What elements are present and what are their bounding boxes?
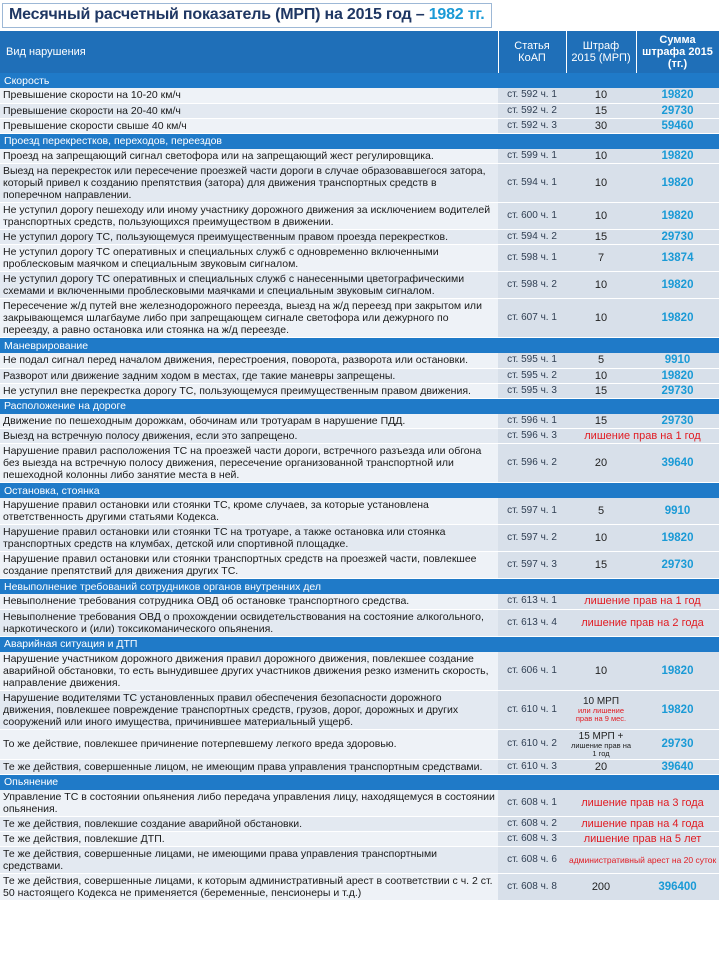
violation-text: Разворот или движение задним ходом в местах, где такие маневры запрещены. [0, 368, 498, 383]
violation-text: Нарушение правил остановки или стоянки ТС, кроме случаев, за которые установлена ответственность другими статьями Кодекса. [0, 498, 498, 525]
violation-text: Нарушение правил остановки или стоянки ТС на тротуаре, а также остановка или стоянка транспортных средств на клумбах, детской или спортивной площадке. [0, 525, 498, 552]
table-row [0, 245, 719, 272]
article-cell: ст. 597 ч. 3 [498, 552, 566, 579]
table-row [0, 383, 719, 398]
section-title: Расположение на дороге [0, 398, 719, 414]
violation-text: Управление ТС в состоянии опьянения либо передача управления лицу, находящемуся в состоянии опьянения. [0, 790, 498, 817]
article-cell: ст. 608 ч. 8 [498, 873, 566, 900]
violation-text: Нарушение правил расположения ТС на проезжей части дороги, встречного разъезда или обгона без выезда на встречную полосу движения, пересечение организованной транспортной или пешеходной колонны либо занятие места в ней. [0, 444, 498, 483]
table-row [0, 203, 719, 230]
section-header [0, 73, 719, 88]
table-row [0, 831, 719, 846]
penalty-deprivation: лишение прав на 5 лет [566, 831, 719, 846]
sum-cell: 39640 [636, 444, 719, 483]
table-row [0, 164, 719, 203]
violation-text: Нарушение правил остановки или стоянки транспортных средств на проезжей части, повлекшее создание препятствий для движения других ТС. [0, 552, 498, 579]
article-cell: ст. 595 ч. 3 [498, 383, 566, 398]
article-cell: ст. 598 ч. 2 [498, 272, 566, 299]
article-cell: ст. 596 ч. 1 [498, 414, 566, 429]
penalty-deprivation: лишение прав на 2 года [566, 609, 719, 636]
penalty-deprivation: лишение прав на 1 год [566, 429, 719, 444]
article-cell: ст. 592 ч. 1 [498, 88, 566, 103]
violation-text: Выезд на встречную полосу движения, если это запрещено. [0, 429, 498, 444]
article-cell: ст. 594 ч. 2 [498, 230, 566, 245]
violation-text: Движение по пешеходным дорожкам, обочинам или тротуарам в нарушение ПДД. [0, 414, 498, 429]
section-header [0, 398, 719, 414]
section-title: Проезд перекрестков, переходов, переездов [0, 133, 719, 149]
violation-text: Не подал сигнал перед началом движения, перестроения, поворота, разворота или остановки. [0, 353, 498, 368]
header-fine: Штраф 2015 (МРП) [566, 31, 636, 73]
table-row [0, 118, 719, 133]
violation-text: Не уступил дорогу ТС оперативных и специальных служб с нанесенными цветографическими схемами и включенными проблесковыми маячками и специальным звуковым сигналом. [0, 272, 498, 299]
section-title: Аварийная ситуация и ДТП [0, 636, 719, 652]
sum-cell: 59460 [636, 118, 719, 133]
fine-cell: 10 [566, 164, 636, 203]
page-title [2, 3, 492, 28]
fine-cell: 10 [566, 88, 636, 103]
penalty-deprivation: лишение прав на 1 год [566, 594, 719, 609]
violation-text: Те же действия, повлекшие ДТП. [0, 831, 498, 846]
table-row [0, 759, 719, 774]
table-row [0, 103, 719, 118]
sum-cell: 29730 [636, 552, 719, 579]
fine-cell: 10 [566, 203, 636, 230]
article-cell: ст. 597 ч. 1 [498, 498, 566, 525]
fine-main: 15 МРП + [578, 730, 624, 742]
fine-main: 10 МРП [582, 696, 620, 707]
section-header [0, 483, 719, 499]
article-cell: ст. 608 ч. 1 [498, 790, 566, 817]
violation-text: То же действие, повлекшее причинение потерпевшему легкого вреда здоровью. [0, 729, 498, 759]
fine-cell: 10 [566, 525, 636, 552]
article-cell: ст. 610 ч. 2 [498, 729, 566, 759]
fine-cell: 15 [566, 103, 636, 118]
sum-cell: 39640 [636, 759, 719, 774]
table-row [0, 88, 719, 103]
header-article: Статья КоАП [498, 31, 566, 73]
section-title: Скорость [0, 73, 719, 88]
fine-cell: 5 [566, 353, 636, 368]
table-row [0, 353, 719, 368]
sum-cell: 19820 [636, 149, 719, 164]
title-bar [0, 0, 719, 31]
sum-cell: 19820 [636, 652, 719, 691]
table-row [0, 609, 719, 636]
sum-cell: 13874 [636, 245, 719, 272]
header-violation: Вид нарушения [0, 31, 498, 73]
article-cell: ст. 610 ч. 3 [498, 759, 566, 774]
article-cell: ст. 608 ч. 2 [498, 816, 566, 831]
sum-cell: 9910 [636, 498, 719, 525]
article-cell: ст. 606 ч. 1 [498, 652, 566, 691]
fine-cell: 10 [566, 272, 636, 299]
violation-text: Превышение скорости свыше 40 км/ч [0, 118, 498, 133]
section-header [0, 774, 719, 790]
violation-text: Те же действия, повлекшие создание аварийной обстановки. [0, 816, 498, 831]
violation-text: Невыполнение требования ОВД о прохождении освидетельствования на состояние алкогольного, наркотического и (или) токсикоманического опьянения. [0, 609, 498, 636]
sum-cell: 396400 [636, 873, 719, 900]
article-cell: ст. 596 ч. 3 [498, 429, 566, 444]
sum-cell: 29730 [636, 383, 719, 398]
penalty-deprivation: лишение прав на 3 года [566, 790, 719, 817]
section-header [0, 636, 719, 652]
fine-note: лишение прав на 1 год [570, 740, 632, 758]
section-header [0, 579, 719, 595]
violation-text: Пересечение ж/д путей вне железнодорожного переезда, выезд на ж/д переезд при закрытом или закрывающемся шлагбауме либо при запрещающем сигнале светофора или дежурного по переезду, а равно остановка или стоянка на ж/д переезде. [0, 299, 498, 338]
fines-table [0, 31, 719, 901]
fine-cell: 10 [566, 368, 636, 383]
article-cell: ст. 613 ч. 4 [498, 609, 566, 636]
sum-cell: 19820 [636, 88, 719, 103]
violation-text: Не уступил дорогу ТС оперативных и специальных служб с одновременно включенными проблесковым маячком и специальным звуковым сигналом. [0, 245, 498, 272]
table-row [0, 525, 719, 552]
article-cell: ст. 608 ч. 6 [498, 846, 566, 873]
table-row [0, 816, 719, 831]
article-cell: ст. 608 ч. 3 [498, 831, 566, 846]
sum-cell: 19820 [636, 164, 719, 203]
fine-cell: 15 [566, 414, 636, 429]
section-title: Невыполнение требований сотрудников органов внутренних дел [0, 579, 719, 595]
fine-cell [566, 729, 636, 759]
table-row [0, 552, 719, 579]
violation-text: Не уступил дорогу пешеходу или иному участнику дорожного движения за исключением водителей транспортных средств, пользующихся преимуществом в движении. [0, 203, 498, 230]
violation-text: Те же действия, совершенные лицами, к которым административный арест в соответствии с ч. 2 ст. 50 настоящего Кодекса не применяется (беременные, пенсионеры и т.д.) [0, 873, 498, 900]
sum-cell: 29730 [636, 230, 719, 245]
table-row [0, 873, 719, 900]
sum-cell: 9910 [636, 353, 719, 368]
article-cell: ст. 613 ч. 1 [498, 594, 566, 609]
fine-cell: 10 [566, 149, 636, 164]
table-row [0, 368, 719, 383]
violation-text: Невыполнение требования сотрудника ОВД об остановке транспортного средства. [0, 594, 498, 609]
title-text: Месячный расчетный показатель (МРП) на 2015 год – [9, 6, 429, 23]
violation-text: Не уступил дорогу ТС, пользующемуся преимущественным правом проезда перекрестков. [0, 230, 498, 245]
fine-cell: 20 [566, 444, 636, 483]
table-row [0, 444, 719, 483]
article-cell: ст. 592 ч. 3 [498, 118, 566, 133]
sum-cell: 29730 [636, 729, 719, 759]
sum-cell: 29730 [636, 103, 719, 118]
title-mrp-value: 1982 тг. [428, 6, 485, 23]
table-row [0, 729, 719, 759]
table-row [0, 414, 719, 429]
sum-cell: 29730 [636, 414, 719, 429]
article-cell: ст. 595 ч. 2 [498, 368, 566, 383]
sum-cell: 19820 [636, 368, 719, 383]
sum-cell: 19820 [636, 203, 719, 230]
sum-cell: 19820 [636, 299, 719, 338]
article-cell: ст. 599 ч. 1 [498, 149, 566, 164]
article-cell: ст. 592 ч. 2 [498, 103, 566, 118]
fine-note: или лишение прав на 9 мес. [575, 706, 627, 723]
header-sum: Сумма штрафа 2015 (тг.) [636, 31, 719, 73]
fine-cell: 15 [566, 552, 636, 579]
table-row [0, 790, 719, 817]
violation-text: Превышение скорости на 10-20 км/ч [0, 88, 498, 103]
table-row [0, 230, 719, 245]
section-title: Остановка, стоянка [0, 483, 719, 499]
sum-cell: 19820 [636, 690, 719, 729]
section-header [0, 338, 719, 354]
violation-text: Проезд на запрещающий сигнал светофора или на запрещающий жест регулировщика. [0, 149, 498, 164]
table-row [0, 498, 719, 525]
article-cell: ст. 597 ч. 2 [498, 525, 566, 552]
section-title: Опьянение [0, 774, 719, 790]
violation-text: Те же действия, совершенные лицами, не имеющими права управления транспортными средствами. [0, 846, 498, 873]
article-cell: ст. 598 ч. 1 [498, 245, 566, 272]
fine-cell: 20 [566, 759, 636, 774]
article-cell: ст. 595 ч. 1 [498, 353, 566, 368]
table-row [0, 272, 719, 299]
violation-text: Те же действия, совершенные лицом, не имеющим права управления транспортным средствами. [0, 759, 498, 774]
table-body [0, 73, 719, 900]
fine-cell: 10 [566, 299, 636, 338]
violation-text: Нарушение водителями ТС установленных правил обеспечения безопасности дорожного движения, повлекшее повреждение транспортных средств, грузов, дорог, дорожных и других сооружений или иного имущества, причинившее материальный ущерб. [0, 690, 498, 729]
fine-cell: 200 [566, 873, 636, 900]
fine-cell [566, 690, 636, 729]
article-cell: ст. 610 ч. 1 [498, 690, 566, 729]
table-row [0, 429, 719, 444]
sum-cell: 19820 [636, 272, 719, 299]
penalty-deprivation: лишение прав на 4 года [566, 816, 719, 831]
table-header [0, 31, 719, 73]
table-row [0, 690, 719, 729]
sum-cell: 19820 [636, 525, 719, 552]
fine-cell: 10 [566, 652, 636, 691]
table-row [0, 846, 719, 873]
fine-cell: 7 [566, 245, 636, 272]
article-cell: ст. 594 ч. 1 [498, 164, 566, 203]
section-title: Маневрирование [0, 338, 719, 354]
violation-text: Не уступил вне перекрестка дорогу ТС, пользующемуся преимущественным правом движения. [0, 383, 498, 398]
fine-cell: 5 [566, 498, 636, 525]
article-cell: ст. 607 ч. 1 [498, 299, 566, 338]
fine-cell: 15 [566, 383, 636, 398]
table-row [0, 299, 719, 338]
table-row [0, 149, 719, 164]
table-row [0, 652, 719, 691]
violation-text: Выезд на перекресток или пересечение проезжей части дороги в случае образовавшегося затора, который привел к созданию препятствия (затора) для движения транспортных средств в поперечном направлении. [0, 164, 498, 203]
fine-cell: 15 [566, 230, 636, 245]
article-cell: ст. 596 ч. 2 [498, 444, 566, 483]
fine-cell: 30 [566, 118, 636, 133]
violation-text: Превышение скорости на 20-40 км/ч [0, 103, 498, 118]
table-row [0, 594, 719, 609]
section-header [0, 133, 719, 149]
penalty-deprivation: административный арест на 20 суток [566, 846, 719, 873]
article-cell: ст. 600 ч. 1 [498, 203, 566, 230]
violation-text: Нарушение участником дорожного движения правил дорожного движения, повлекшее создание аварийной обстановки, то есть вынудившее других участников движения резко изменить скорость, направление движения. [0, 652, 498, 691]
